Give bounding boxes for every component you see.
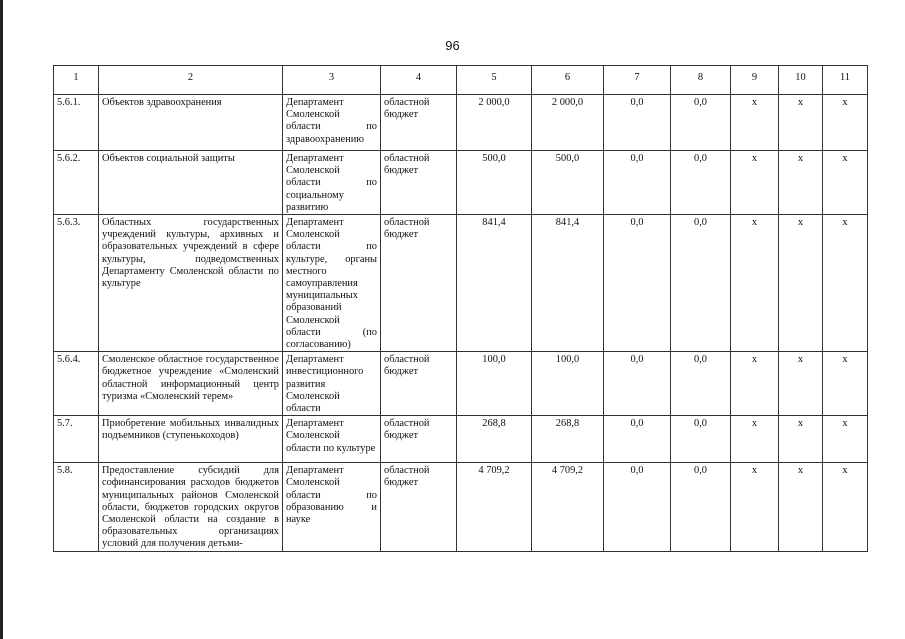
cell-col5: 100,0 — [457, 352, 532, 416]
cell-col6: 268,8 — [532, 416, 604, 463]
cell-col7: 0,0 — [604, 95, 671, 151]
column-header: 4 — [381, 66, 457, 95]
cell-col11: x — [823, 416, 868, 463]
cell-col7: 0,0 — [604, 463, 671, 551]
cell-col6: 841,4 — [532, 215, 604, 352]
cell-col9: x — [731, 151, 779, 215]
row-code: 5.6.3. — [54, 215, 99, 352]
row-name: Областных государственных учреждений культуры, архивных и образовательных учреждений в сфере культуры, подведомственных Департаменту Смоленской области по культуре — [99, 215, 283, 352]
column-header: 10 — [779, 66, 823, 95]
cell-col10: x — [779, 151, 823, 215]
header-row — [54, 66, 868, 95]
row-executor: Департамент Смоленской области по социальному развитию — [283, 151, 381, 215]
column-header: 9 — [731, 66, 779, 95]
cell-col7: 0,0 — [604, 215, 671, 352]
row-name: Объектов здравоохранения — [99, 95, 283, 151]
cell-col8: 0,0 — [671, 463, 731, 551]
row-name: Предоставление субсидий для софинансирования расходов бюджетов муниципальных районов Смоленской области, бюджетов городских округов Смоленской области на создание в образовательных организациях условий для получения детьми- — [99, 463, 283, 551]
cell-col5: 2 000,0 — [457, 95, 532, 151]
row-source: областной бюджет — [381, 463, 457, 551]
cell-col8: 0,0 — [671, 95, 731, 151]
cell-col8: 0,0 — [671, 352, 731, 416]
row-source: областной бюджет — [381, 215, 457, 352]
row-source: областной бюджет — [381, 95, 457, 151]
cell-col7: 0,0 — [604, 352, 671, 416]
cell-col11: x — [823, 151, 868, 215]
column-header: 1 — [54, 66, 99, 95]
column-header: 7 — [604, 66, 671, 95]
cell-col10: x — [779, 416, 823, 463]
row-source: областной бюджет — [381, 352, 457, 416]
cell-col5: 268,8 — [457, 416, 532, 463]
cell-col6: 100,0 — [532, 352, 604, 416]
row-code: 5.6.2. — [54, 151, 99, 215]
row-code: 5.6.1. — [54, 95, 99, 151]
row-executor: Департамент инвестиционного развития Смоленской области — [283, 352, 381, 416]
cell-col7: 0,0 — [604, 151, 671, 215]
budget-table — [53, 65, 868, 552]
table-row — [54, 463, 868, 551]
cell-col9: x — [731, 95, 779, 151]
row-executor: Департамент Смоленской области по образованию и науке — [283, 463, 381, 551]
cell-col9: x — [731, 463, 779, 551]
column-header: 3 — [283, 66, 381, 95]
row-name: Объектов социальной защиты — [99, 151, 283, 215]
row-name: Приобретение мобильных инвалидных подъемников (ступенькоходов) — [99, 416, 283, 463]
cell-col8: 0,0 — [671, 416, 731, 463]
cell-col9: x — [731, 215, 779, 352]
cell-col10: x — [779, 215, 823, 352]
cell-col10: x — [779, 463, 823, 551]
column-header: 6 — [532, 66, 604, 95]
scan-edge — [0, 0, 3, 639]
page-number: 96 — [445, 38, 460, 53]
cell-col5: 500,0 — [457, 151, 532, 215]
cell-col6: 2 000,0 — [532, 95, 604, 151]
table-row — [54, 151, 868, 215]
column-header: 11 — [823, 66, 868, 95]
table-row — [54, 95, 868, 151]
row-executor: Департамент Смоленской области по культуре, органы местного самоуправления муниципальных образований Смоленской области (по согласованию) — [283, 215, 381, 352]
cell-col7: 0,0 — [604, 416, 671, 463]
column-header: 2 — [99, 66, 283, 95]
row-executor: Департамент Смоленской области по здравоохранению — [283, 95, 381, 151]
cell-col5: 841,4 — [457, 215, 532, 352]
cell-col11: x — [823, 352, 868, 416]
table-row — [54, 352, 868, 416]
cell-col11: x — [823, 463, 868, 551]
cell-col10: x — [779, 95, 823, 151]
column-header: 5 — [457, 66, 532, 95]
row-name: Смоленское областное государственное бюджетное учреждение «Смоленский областной информационный центр туризма «Смоленский терем» — [99, 352, 283, 416]
cell-col5: 4 709,2 — [457, 463, 532, 551]
cell-col9: x — [731, 416, 779, 463]
row-source: областной бюджет — [381, 151, 457, 215]
row-code: 5.7. — [54, 416, 99, 463]
cell-col8: 0,0 — [671, 151, 731, 215]
cell-col6: 4 709,2 — [532, 463, 604, 551]
cell-col6: 500,0 — [532, 151, 604, 215]
table-row — [54, 416, 868, 463]
row-code: 5.8. — [54, 463, 99, 551]
cell-col11: x — [823, 215, 868, 352]
table-row — [54, 215, 868, 352]
cell-col11: x — [823, 95, 868, 151]
row-source: областной бюджет — [381, 416, 457, 463]
row-executor: Департамент Смоленской области по культуре — [283, 416, 381, 463]
column-header: 8 — [671, 66, 731, 95]
cell-col8: 0,0 — [671, 215, 731, 352]
row-code: 5.6.4. — [54, 352, 99, 416]
cell-col9: x — [731, 352, 779, 416]
cell-col10: x — [779, 352, 823, 416]
